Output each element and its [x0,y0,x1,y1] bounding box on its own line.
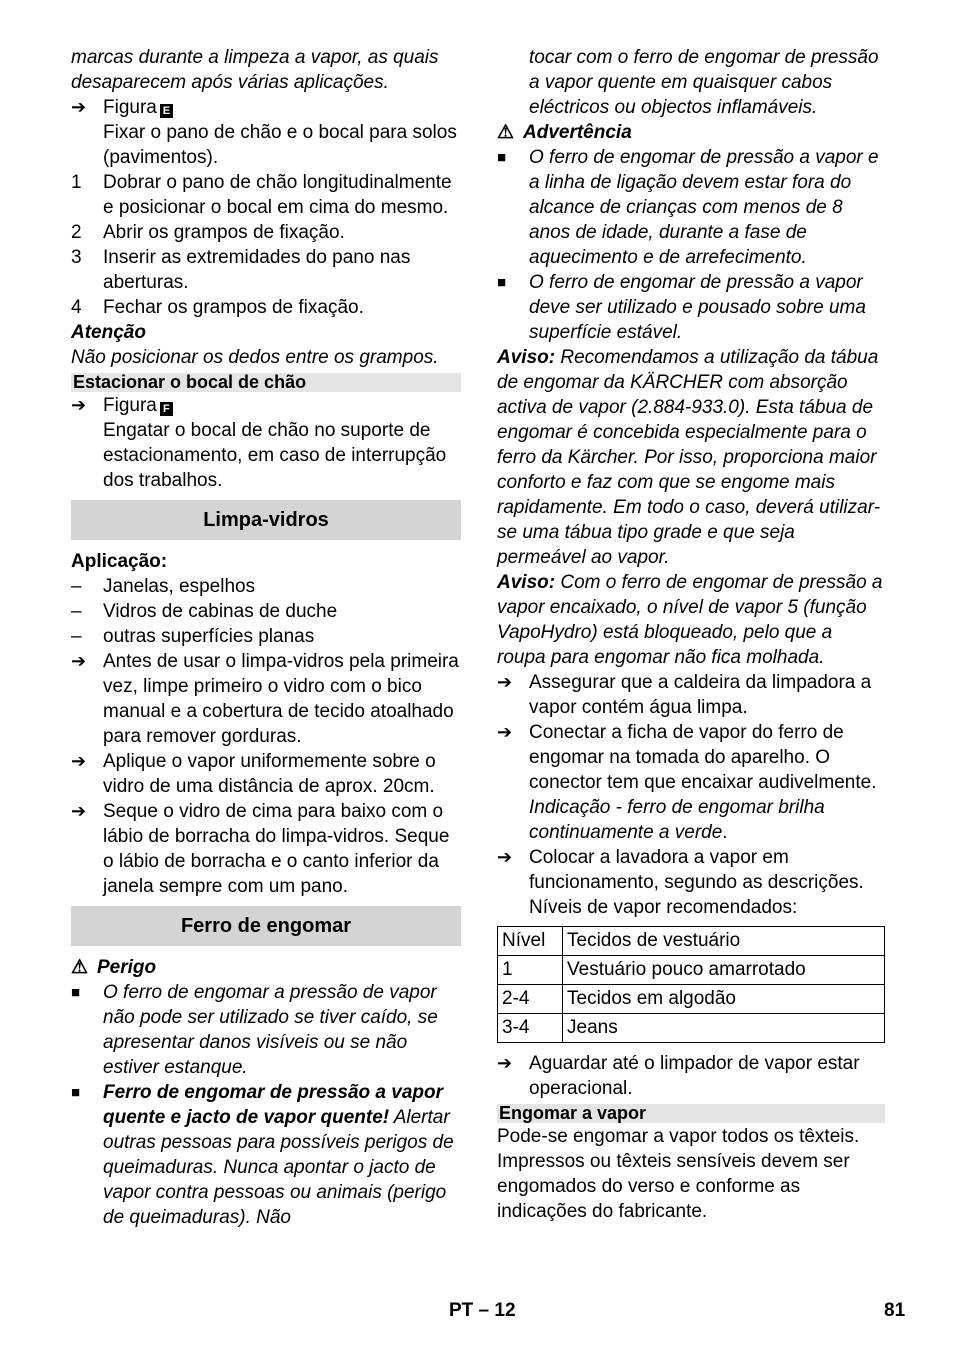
list-item: – Vidros de cabinas de duche [71,601,338,622]
table-row: 2-4 Tecidos em algodão [498,985,885,1014]
list-item: ➔ Colocar a lavadora a vapor em funcionamento, segundo as descrições. Níveis de vapor recomendados: [497,847,864,918]
arrow-icon: ➔ [71,751,87,771]
list-item: ➔ Seque o vidro de cima para baixo com o lábio de borracha do limpa-vidros. Seque o lábio de borracha e o canto inferior da janela sempre com um pano. [71,801,450,897]
list-item: ■ Ferro de engomar de pressão a vapor quente e jacto de vapor quente! Alertar outras pessoas para possíveis perigos de queimaduras. Nunca apontar o jacto de vapor contra pessoas ou animais (perigo de queimaduras). Não [71,1082,454,1228]
square-bullet-icon: ■ [71,984,81,1001]
list-item: ➔ Aguardar até o limpador de vapor estar operacional. [497,1053,860,1099]
list-item [71,245,461,295]
warning-triangle-icon: ⚠ [497,122,515,143]
section-glass-cleaner: Limpa-vidros [71,500,461,540]
figure-e-ref [71,95,461,120]
right-column [497,45,885,1224]
step-text: Abrir os grampos de fixação. [103,222,345,243]
table-row: 1 Vestuário pouco amarrotado [498,956,885,985]
list-item [71,170,461,220]
continued-text: tocar com o ferro de engomar de pressão a vapor quente em quaisquer cabos eléctricos ou objectos inflamáveis. [529,47,879,118]
list-item: ➔ Conectar a ficha de vapor do ferro de engomar na tomada do aparelho. O conector tem que encaixar audivelmente. Indicação - ferro de engomar brilha continuamente a verde. [497,722,877,843]
square-bullet-icon: ■ [497,274,507,291]
intro-text: marcas durante a limpeza a vapor, as quais desaparecem após várias aplicações. [71,47,439,93]
list-item: – Janelas, espelhos [71,576,256,597]
list-item [71,295,461,320]
table-row: 3-4 Jeans [498,1014,885,1043]
figure-label: Figura [103,97,157,118]
figure-label: Figura [103,395,157,416]
square-bullet-icon: ■ [497,149,507,166]
warning-triangle-icon: ⚠ [71,957,89,978]
left-column [71,45,461,1230]
step-text: Inserir as extremidades do pano nas aberturas. [103,247,411,293]
warning-title: ⚠ Advertência [497,122,632,143]
list-item: ■ O ferro de engomar a pressão de vapor não pode ser utilizado se tiver caído, se apresentar danos visíveis ou se não estiver estanque. [71,982,438,1078]
step-number: 1 [71,172,82,193]
figure-f-ref [71,393,461,418]
page-label: PT – 12 [449,1300,516,1321]
figure-e-text: Fixar o pano de chão e o bocal para solos (pavimentos). [103,122,457,168]
list-item: ➔ Aplique o vapor uniformemente sobre o vidro de uma distância de aprox. 20cm. [71,751,436,797]
park-heading: Estacionar o bocal de chão [71,373,461,392]
figure-f-icon: F [160,402,173,416]
arrow-icon: ➔ [497,1053,513,1073]
application-label: Aplicação: [71,551,168,572]
figure-f-text: Engatar o bocal de chão no suporte de estacionamento, em caso de interrupção dos trabalhos. [103,420,447,491]
danger-title: ⚠ Perigo [71,957,157,978]
list-item: ➔ Assegurar que a caldeira da limpadora a vapor contém água limpa. [497,672,872,718]
section-iron: Ferro de engomar [71,906,461,946]
list-item: – outras superfícies planas [71,626,315,647]
arrow-icon: ➔ [497,722,513,742]
arrow-icon: ➔ [71,801,87,821]
list-item [71,220,461,245]
arrow-icon: ➔ [71,395,87,415]
step-number: 4 [71,297,82,318]
list-item: ■ O ferro de engomar de pressão a vapor deve ser utilizado e pousado sobre uma superfície estável. [497,272,866,343]
steam-level-table [497,926,885,1043]
step-text: Dobrar o pano de chão longitudinalmente e posicionar o bocal em cima do mesmo. [103,172,452,218]
note-vapohydro: Aviso: Com o ferro de engomar de pressão a vapor encaixado, o nível de vapor 5 (função VapoHydro) está bloqueado, pelo que a roupa para engomar não fica molhada. [497,572,883,668]
arrow-icon: ➔ [497,847,513,867]
dash-marker: – [71,626,82,647]
dash-marker: – [71,601,82,622]
table-header-row [498,927,885,956]
attention-title: Atenção [71,322,146,343]
table-header-cell: Nível [498,927,563,956]
page-number: 81 [884,1300,906,1321]
step-number: 3 [71,247,82,268]
arrow-icon: ➔ [497,672,513,692]
square-bullet-icon: ■ [71,1084,81,1101]
steam-ironing-text: Pode-se engomar a vapor todos os têxteis. Impressos ou têxteis sensíveis devem ser engomados do verso e conforme as indicações do fabricante. [497,1126,860,1222]
step-number: 2 [71,222,82,243]
steam-ironing-heading: Engomar a vapor [497,1104,885,1123]
dash-marker: – [71,576,82,597]
table-header-cell: Tecidos de vestuário [563,927,885,956]
arrow-icon: ➔ [71,651,87,671]
list-item: ■ O ferro de engomar de pressão a vapor e a linha de ligação devem estar fora do alcance de crianças com menos de 8 anos de idade, durante a fase de aquecimento e de arrefecimento. [497,147,879,268]
step-text: Fechar os grampos de fixação. [103,297,364,318]
note-ironing-board: Aviso: Recomendamos a utilização da tábua de engomar da KÄRCHER com absorção activa de vapor (2.884-933.0). Esta tábua de engomar é concebida especialmente para o ferro da Kärcher. Por isso, proporciona maior conforto e faz com que se engome mais rapidamente. Em todo o caso, deverá utilizar-se uma tábua tipo grade e que seja permeável ao vapor. [497,347,881,568]
attention-text: Não posicionar os dedos entre os grampos. [71,347,439,368]
list-item: ➔ Antes de usar o limpa-vidros pela primeira vez, limpe primeiro o vidro com o bico manual e a cobertura de tecido atoalhado para remover gorduras. [71,651,459,747]
arrow-icon: ➔ [71,97,87,117]
figure-e-icon: E [160,104,173,118]
